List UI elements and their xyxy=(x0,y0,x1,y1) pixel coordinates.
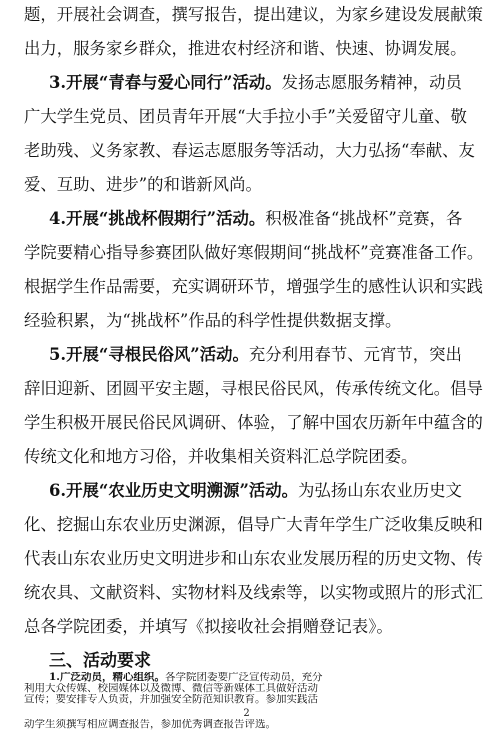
line-text: 传统文化和地方习俗，并收集相关资料汇总学院团委。 xyxy=(24,447,418,466)
text-line xyxy=(0,446,493,468)
paragraph-heading: 3.开展“青春与爱心同行”活动。 xyxy=(49,73,282,92)
line-text: 利用大众传媒、校园媒体以及微博、微信等新媒体工具做好活动 xyxy=(24,683,318,694)
line-text: 化、挖掘山东农业历史渊源，倡导广大青年学生广泛收集反映和 xyxy=(24,515,483,534)
paragraph-first-line xyxy=(0,72,493,94)
line-text: 积极准备“挑战杯”竞赛，各 xyxy=(265,209,463,228)
line-text: 老助残、义务家教、春运志愿服务等活动，大力弘扬“奉献、友 xyxy=(24,141,475,160)
page-number: 2 xyxy=(243,708,250,719)
text-line xyxy=(0,616,493,638)
line-text: 充分利用春节、元宵节，突出 xyxy=(248,345,462,364)
text-line xyxy=(0,378,493,400)
line-text: 题，开展社会调查，撰写报告，提出建议，为家乡建设发展献策 xyxy=(24,5,483,24)
text-line xyxy=(0,310,493,332)
text-line xyxy=(0,514,493,536)
line-text: 各学院团委要广泛宣传动员，充分 xyxy=(164,672,323,683)
paragraph-heading: 6.开展“农业历史文明溯源”活动。 xyxy=(49,481,299,500)
paragraph-heading: 4.开展“挑战杯假期行”活动。 xyxy=(49,209,266,228)
line-text: 动学生须撰写相应调查报告，参加优秀调查报告评选。 xyxy=(24,719,276,730)
line-text: 发扬志愿服务精神，动员 xyxy=(281,73,462,92)
text-line xyxy=(0,140,493,162)
text-line xyxy=(0,276,493,298)
text-line xyxy=(0,174,493,196)
line-text: 宣传；要安排专人负责，并加强安全防范知识教育。参加实践活 xyxy=(24,694,318,705)
text-line xyxy=(0,582,493,604)
section-heading xyxy=(0,650,493,672)
paragraph-first-line xyxy=(0,344,493,366)
line-text: 辞旧迎新、团圆平安主题，寻根民俗民风，传承传统文化。倡导 xyxy=(24,379,483,398)
text-line xyxy=(0,412,493,434)
line-text: 广大学生党员、团员青年开展“大手拉小手”关爱留守儿童、敬 xyxy=(24,107,467,126)
line-text: 统农具、文献资料、实物材料及线索等，以实物或照片的形式汇 xyxy=(24,583,483,602)
paragraph-heading: 1.广泛动员，精心组织。 xyxy=(49,672,165,683)
line-text: 出力，服务家乡群众，推进农村经济和谐、快速、协调发展。 xyxy=(24,39,467,58)
section-heading-text: 三、活动要求 xyxy=(49,651,151,671)
paragraph-first-line xyxy=(0,480,493,502)
text-line xyxy=(0,106,493,128)
line-text: 为弘扬山东农业历史文 xyxy=(298,481,462,500)
text-line xyxy=(0,4,493,26)
line-text: 根据学生作品需要，充实调研环节，增强学生的感性认识和实践 xyxy=(24,277,483,296)
line-text: 总各学院团委，并填写《拟接收社会捐赠登记表》。 xyxy=(24,617,393,636)
paragraph-heading: 5.开展“寻根民俗风”活动。 xyxy=(49,345,249,364)
line-text: 代表山东农业历史文明进步和山东农业发展历程的历史文物、传 xyxy=(24,549,483,568)
line-text: 经验积累，为“挑战杯”作品的科学性提供数据支撑。 xyxy=(24,311,402,330)
text-line xyxy=(0,38,493,60)
line-text: 爱、互助、进步”的和谐新风尚。 xyxy=(24,175,262,194)
text-line xyxy=(0,242,493,264)
line-text: 学院要精心指导参赛团队做好寒假期间“挑战杯”竞赛准备工作。 xyxy=(24,243,484,262)
paragraph-first-line xyxy=(0,208,493,230)
text-line xyxy=(0,548,493,570)
line-text: 学生积极开展民俗民风调研、体验，了解中国农历新年中蕴含的 xyxy=(24,413,483,432)
